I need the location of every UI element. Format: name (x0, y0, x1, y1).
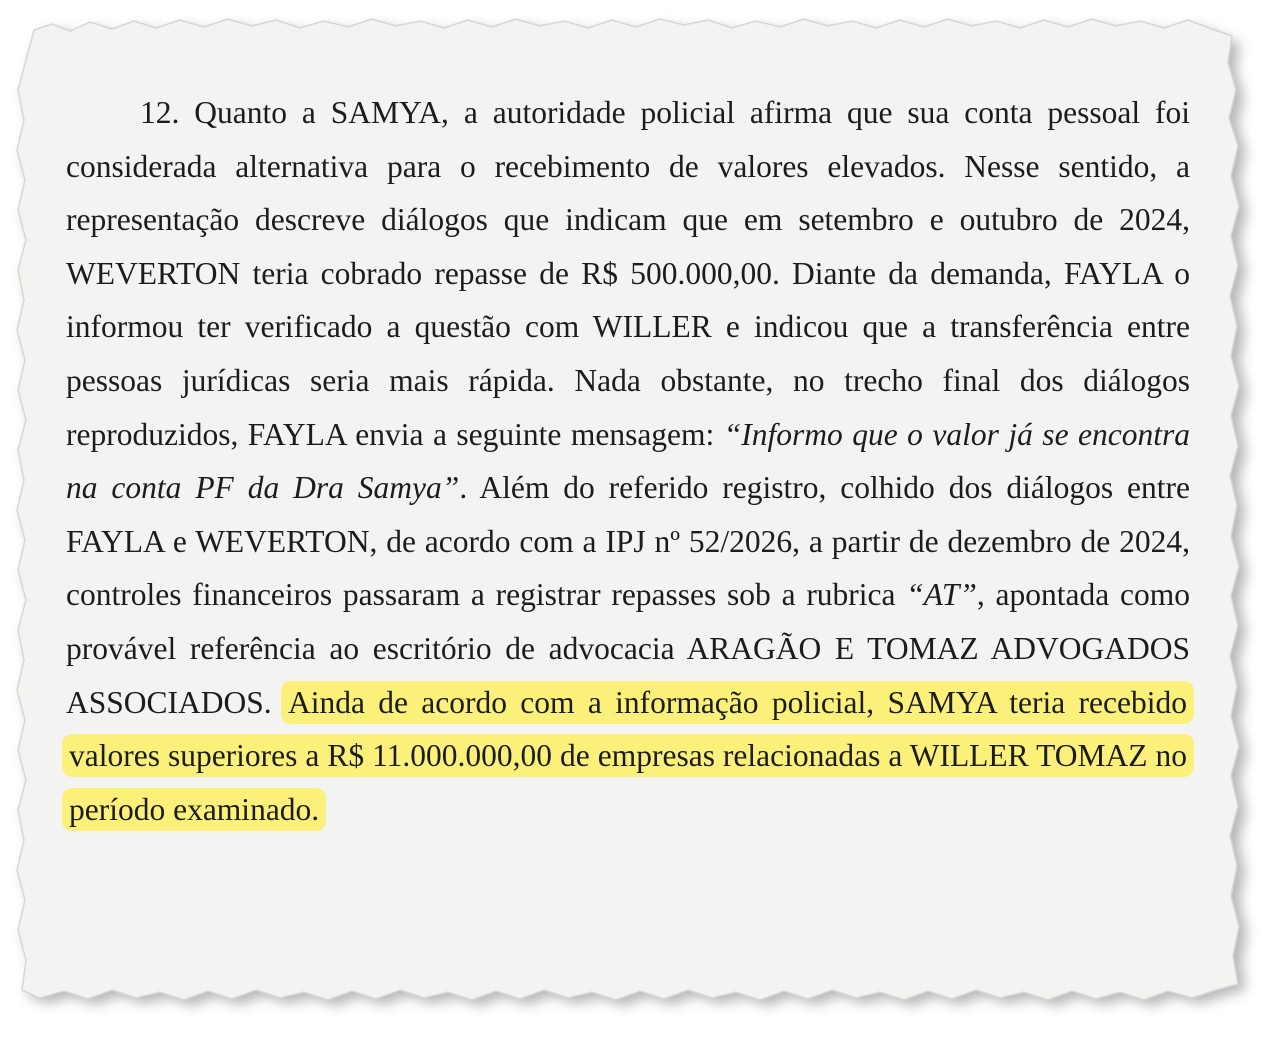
paragraph-text-part-2: . Além do referido registro, colhido dos diálogos entre FAYLA e WEVERTON, de acordo com a IPJ nº 52/2026, a partir de dezembro de 2024, controles financeiros passaram a registrar repasses sob a rubrica (66, 470, 1190, 613)
rubric-quote: “AT” (906, 577, 977, 613)
paragraph-text-part-1: Quanto a SAMYA, a autoridade policial afirma que sua conta pessoal foi considerada alternativa para o recebimento de valores elevados. Nesse sentido, a representação descreve diálogos que indicam que em setembro e outubro de 2024, WEVERTON teria cobrado repasse de R$ 500.000,00. Diante da demanda, FAYLA o informou ter verificado a questão com WILLER e indicou que a transferência entre pessoas jurídicas seria mais rápida. Nada obstante, no trecho final dos diálogos reproduzidos, FAYLA envia a seguinte mensagem: (66, 95, 1190, 452)
quoted-message: “Informo que o valor já se encontra na conta PF da Dra Samya” (66, 416, 1190, 506)
paragraph-number: 12. (140, 95, 180, 130)
highlighted-text: Ainda de acordo com a informação policial, SAMYA teria recebido valores superiores a R$ 11.000.000,00 de empresas relacionadas a WILLER TOMAZ no período examinado. (66, 685, 1190, 827)
paragraph-text-part-3: , apontada como provável referência ao escritório de advocacia ARAGÃO E TOMAZ ADVOGADOS ASSOCIADOS. (66, 577, 1190, 720)
document-paragraph (66, 86, 1190, 836)
